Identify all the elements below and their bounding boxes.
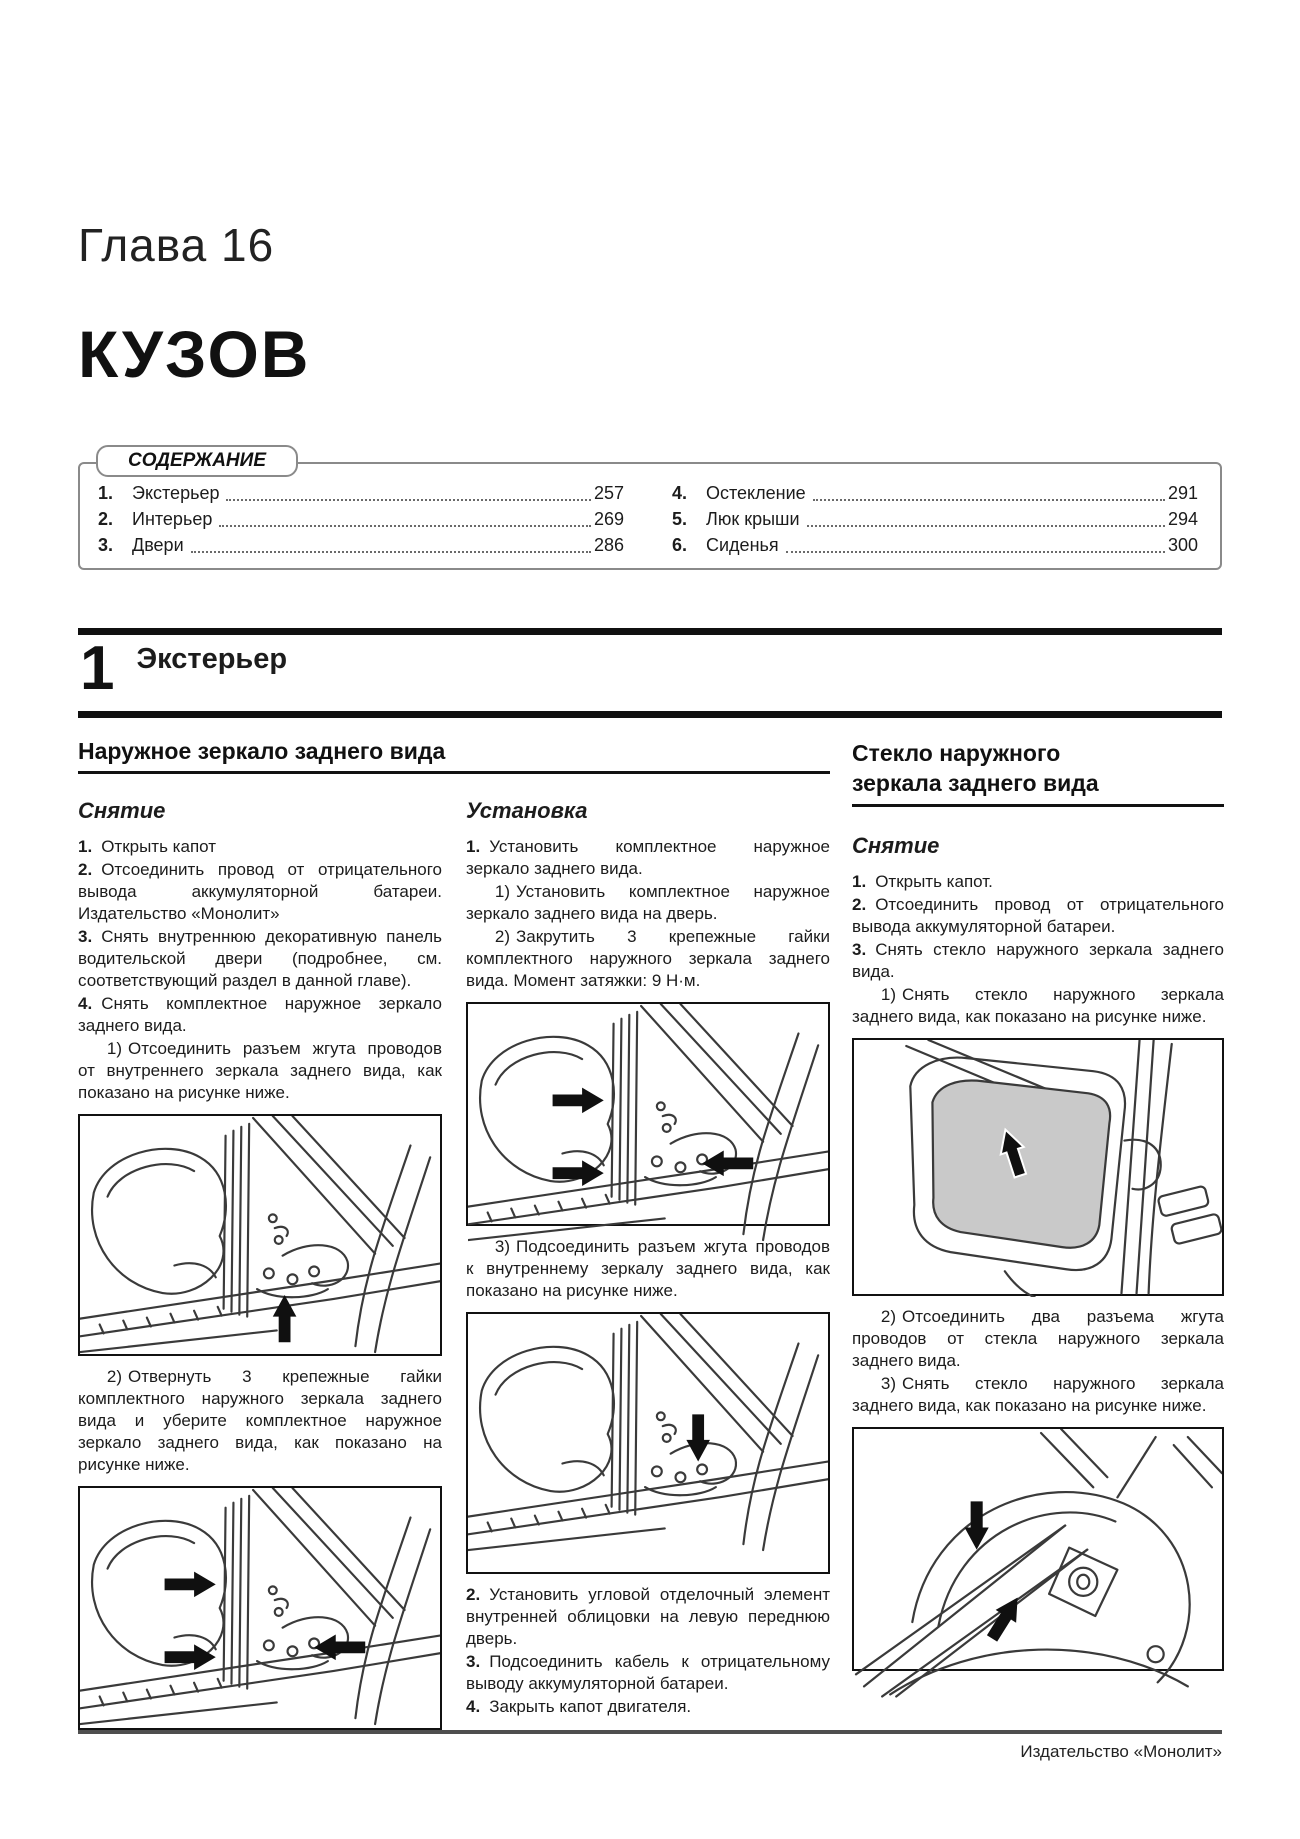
chapter-label: Глава 16 (78, 219, 275, 271)
figure-glass-back (852, 1427, 1224, 1671)
article-exterior-mirror (78, 738, 830, 1740)
toc-entry (672, 506, 1198, 532)
sub-step: 1) Установить комплектное наружное зеркало заднего вида на дверь. (466, 882, 830, 923)
toc-entry (672, 480, 1198, 506)
figure-mirror-nuts-removal (78, 1486, 442, 1730)
toc-entry-page: 286 (593, 535, 624, 555)
figure-glass-removal (852, 1038, 1224, 1296)
toc-entry-number: 3. (98, 535, 114, 555)
toc-entry-page: 291 (1167, 483, 1198, 503)
step: 4. Снять комплектное наружное зеркало заднего вида. (78, 994, 442, 1035)
toc-entry-number: 6. (672, 535, 688, 555)
mirror-glass-back-illustration (854, 1429, 1222, 1698)
footer-rule (78, 1730, 1222, 1734)
article-mirror-glass (852, 738, 1224, 1740)
article-heading-line2: зеркала заднего вида (852, 770, 1099, 796)
step: 2. Отсоединить провод от отрицательного вывода аккумуляторной батареи. (852, 895, 1224, 936)
toc-entry-number: 1. (98, 483, 114, 503)
toc-entry (98, 506, 624, 532)
contents-tab: СОДЕРЖАНИЕ (96, 445, 298, 477)
sub-step: 2) Закрутить 3 крепежные гайки комплектного наружного зеркала заднего вида. Момент затяжки: 9 Н·м. (466, 927, 830, 990)
step: 1. Открыть капот (78, 837, 217, 856)
step: 3. Снять стекло наружного зеркала заднего вида. (852, 940, 1224, 981)
section-banner (78, 628, 1222, 718)
section-number: 1 (80, 634, 115, 703)
column-removal (78, 784, 442, 1740)
section-title: Экстерьер (136, 643, 288, 675)
contents-left-column (98, 480, 624, 558)
step: 1. Установить комплектное наружное зеркало заднего вида. (466, 837, 830, 878)
removal-heading: Снятие (78, 798, 166, 823)
toc-entry-page: 269 (593, 509, 624, 529)
toc-entry-title: Люк крыши (706, 509, 800, 529)
column-install (466, 784, 830, 1740)
toc-entry-page: 294 (1167, 509, 1198, 529)
toc-entry-page: 300 (1167, 535, 1198, 555)
contents-right-column (672, 480, 1198, 558)
dot-leader (219, 525, 591, 527)
step: 3. Подсоединить кабель к отрицательному выводу аккумуляторной батареи. (466, 1652, 830, 1693)
door-mirror-illustration (468, 1314, 828, 1552)
publisher-label: Издательство «Монолит» (1020, 1742, 1222, 1761)
door-mirror-illustration (80, 1488, 440, 1726)
dot-leader (813, 499, 1165, 501)
dot-leader (807, 525, 1165, 527)
article-heading: Наружное зеркало заднего вида (78, 738, 830, 774)
sub-step: 1) Отсоединить разъем жгута проводов от внутреннего зеркала заднего вида, как показано на рисунке ниже. (78, 1039, 442, 1102)
figure-mirror-connector (78, 1114, 442, 1356)
sub-step: 2) Отсоединить два разъема жгута проводов от стекла наружного зеркала заднего вида. (852, 1307, 1224, 1370)
toc-entry-number: 4. (672, 483, 688, 503)
toc-entry (98, 480, 624, 506)
dot-leader (786, 551, 1165, 553)
toc-entry-title: Сиденья (706, 535, 779, 555)
toc-entry-number: 5. (672, 509, 688, 529)
toc-entry-number: 2. (98, 509, 114, 529)
toc-entry-title: Двери (132, 535, 184, 555)
toc-entry (98, 532, 624, 558)
install-heading: Установка (466, 798, 588, 823)
toc-entry-title: Интерьер (132, 509, 213, 529)
sub-step: 1) Снять стекло наружного зеркала заднего вида, как показано на рисунке ниже. (852, 985, 1224, 1026)
removal-heading: Снятие (852, 833, 940, 858)
sub-step: 2) Отвернуть 3 крепежные гайки комплектного наружного зеркала заднего вида и уберите комплектное наружное зеркало заднего вида, как показано на рисунке ниже. (78, 1367, 442, 1474)
dot-leader (191, 551, 591, 553)
toc-entry-page: 257 (593, 483, 624, 503)
toc-entry-title: Остекление (706, 483, 806, 503)
step: 2. Отсоединить провод от отрицательного вывода аккумуляторной батареи. Издательство «Монолит» (78, 860, 442, 923)
step: 3. Снять внутреннюю декоративную панель водительской двери (подробнее, см. соответствующий раздел в данной главе). (78, 927, 442, 990)
step: 1. Открыть капот. (852, 872, 993, 891)
dot-leader (226, 499, 590, 501)
door-mirror-illustration (468, 1004, 828, 1242)
sub-step: 3) Снять стекло наружного зеркала заднего вида, как показано на рисунке ниже. (852, 1374, 1224, 1415)
figure-mirror-harness-connect (466, 1312, 830, 1574)
page-title: КУЗОВ (78, 317, 311, 391)
article-heading (852, 738, 1224, 807)
mirror-glass-illustration (854, 1040, 1222, 1297)
contents-box (78, 450, 1222, 570)
article-heading-line1: Стекло наружного (852, 740, 1061, 766)
step: 4. Закрыть капот двигателя. (466, 1697, 692, 1716)
figure-mirror-nuts-install (466, 1002, 830, 1226)
page-footer (78, 1730, 1222, 1762)
toc-entry (672, 532, 1198, 558)
toc-entry-title: Экстерьер (132, 483, 220, 503)
sub-step: 3) Подсоединить разъем жгута проводов к внутреннему зеркалу заднего вида, как показано на рисунке ниже. (466, 1237, 830, 1300)
step: 2. Установить угловой отделочный элемент внутренней облицовки на левую переднюю дверь. (466, 1585, 830, 1648)
door-mirror-illustration (80, 1116, 440, 1354)
